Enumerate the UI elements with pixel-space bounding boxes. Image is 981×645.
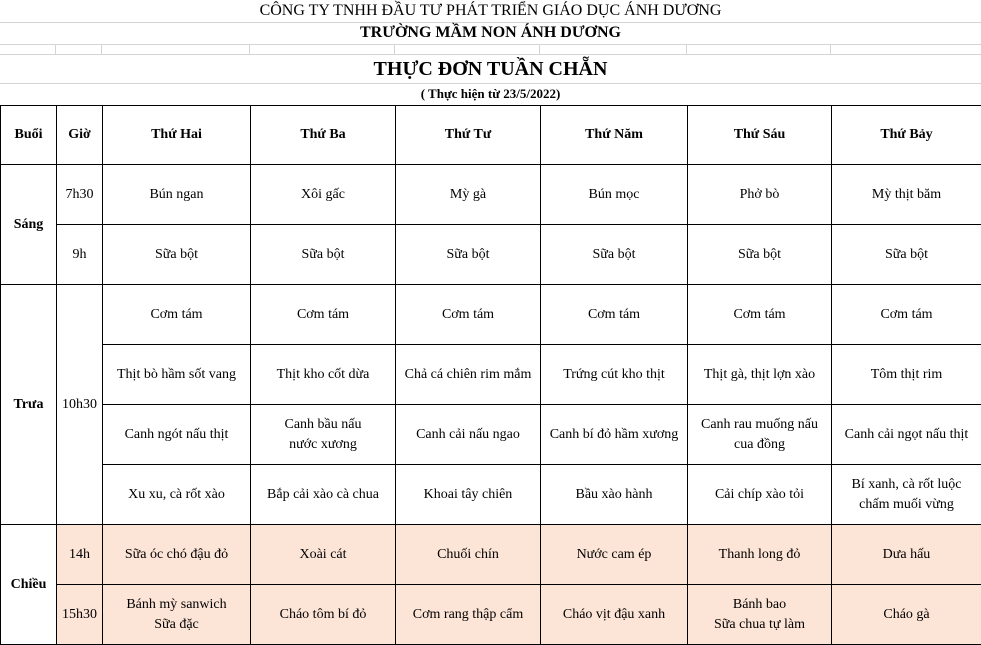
menu-cell: Sữa óc chó đậu đỏ: [103, 525, 251, 585]
menu-cell: Nước cam ép: [541, 525, 688, 585]
time-cell: 14h: [57, 525, 103, 585]
menu-cell: Cơm tám: [832, 285, 981, 345]
menu-cell: Canh cải nấu ngao: [396, 405, 541, 465]
menu-cell: Chả cá chiên rim mắm: [396, 345, 541, 405]
menu-title: THỰC ĐƠN TUẦN CHẴN: [373, 58, 608, 80]
menu-cell: Cháo tôm bí đỏ: [251, 585, 396, 645]
column-header-tuesday: Thứ Ba: [251, 106, 396, 165]
menu-cell: Thịt kho cốt dừa: [251, 345, 396, 405]
table-row: [1, 465, 981, 525]
column-header-saturday: Thứ Bảy: [832, 106, 981, 165]
menu-cell: Sữa bột: [832, 225, 981, 285]
session-morning: Sáng: [1, 165, 57, 285]
menu-cell: Sữa bột: [396, 225, 541, 285]
menu-cell: Trứng cút kho thịt: [541, 345, 688, 405]
weekly-menu-table: [0, 105, 981, 645]
table-row: [1, 525, 981, 585]
table-row: [1, 405, 981, 465]
table-row: [1, 165, 981, 225]
menu-subtitle: ( Thực hiện từ 23/5/2022): [420, 86, 561, 101]
menu-cell: Canh rau muống nấu cua đồng: [688, 405, 832, 465]
table-row: [1, 225, 981, 285]
menu-cell: Tôm thịt rim: [832, 345, 981, 405]
menu-cell: Phở bò: [688, 165, 832, 225]
menu-cell: Sữa bột: [251, 225, 396, 285]
time-cell: 15h30: [57, 585, 103, 645]
school-name: TRƯỜNG MẦM NON ÁNH DƯƠNG: [359, 24, 621, 41]
column-header-wednesday: Thứ Tư: [396, 106, 541, 165]
menu-cell: Canh bí đỏ hầm xương: [541, 405, 688, 465]
menu-cell: Mỳ gà: [396, 165, 541, 225]
session-afternoon: Chiều: [1, 525, 57, 645]
gridline: [55, 44, 56, 54]
column-header-time: Giờ: [57, 106, 103, 165]
table-row: [1, 285, 981, 345]
menu-cell: Cơm rang thập cẩm: [396, 585, 541, 645]
column-header-session: Buổi: [1, 106, 57, 165]
menu-cell: Cháo gà: [832, 585, 981, 645]
menu-cell: Xu xu, cà rốt xào: [103, 465, 251, 525]
menu-cell: Sữa bột: [688, 225, 832, 285]
menu-cell: Canh ngót nấu thịt: [103, 405, 251, 465]
time-cell: 10h30: [57, 285, 103, 525]
table-row: [1, 345, 981, 405]
menu-cell: Thịt bò hầm sốt vang: [103, 345, 251, 405]
table-row: [1, 585, 981, 645]
menu-cell: Bánh bao Sữa chua tự làm: [688, 585, 832, 645]
menu-cell: Bún ngan: [103, 165, 251, 225]
menu-cell: Cải chíp xào tỏi: [688, 465, 832, 525]
table-header-row: [1, 106, 981, 165]
gridline: [539, 44, 540, 54]
column-header-thursday: Thứ Năm: [541, 106, 688, 165]
menu-cell: Cơm tám: [396, 285, 541, 345]
menu-cell: Bún mọc: [541, 165, 688, 225]
menu-cell: Xoài cát: [251, 525, 396, 585]
menu-cell: Cơm tám: [541, 285, 688, 345]
menu-cell: Cơm tám: [251, 285, 396, 345]
time-cell: 9h: [57, 225, 103, 285]
gridline: [249, 44, 250, 54]
menu-cell: Canh cải ngọt nấu thịt: [832, 405, 981, 465]
gridline: [101, 44, 102, 54]
menu-cell: Sữa bột: [103, 225, 251, 285]
menu-cell: Sữa bột: [541, 225, 688, 285]
menu-cell: Chuối chín: [396, 525, 541, 585]
time-cell: 7h30: [57, 165, 103, 225]
menu-cell: Cơm tám: [688, 285, 832, 345]
gridline: [394, 44, 395, 54]
menu-cell: Bắp cải xào cà chua: [251, 465, 396, 525]
column-header-friday: Thứ Sáu: [688, 106, 832, 165]
menu-cell: Thanh long đỏ: [688, 525, 832, 585]
menu-cell: Bánh mỳ sanwich Sữa đặc: [103, 585, 251, 645]
menu-cell: Bầu xào hành: [541, 465, 688, 525]
gridline: [830, 44, 831, 54]
gridline: [0, 44, 981, 45]
session-noon: Trưa: [1, 285, 57, 525]
gridline: [686, 44, 687, 54]
menu-cell: Bí xanh, cà rốt luộc chấm muối vừng: [832, 465, 981, 525]
menu-cell: Khoai tây chiên: [396, 465, 541, 525]
menu-cell: Cháo vịt đậu xanh: [541, 585, 688, 645]
menu-cell: Cơm tám: [103, 285, 251, 345]
menu-cell: Thịt gà, thịt lợn xào: [688, 345, 832, 405]
company-name: CÔNG TY TNHH ĐẦU TƯ PHÁT TRIỂN GIÁO DỤC ÁNH DƯƠNG: [259, 2, 722, 19]
menu-cell: Canh bầu nấu nước xương: [251, 405, 396, 465]
menu-cell: Mỳ thịt băm: [832, 165, 981, 225]
menu-cell: Dưa hấu: [832, 525, 981, 585]
menu-cell: Xôi gấc: [251, 165, 396, 225]
column-header-monday: Thứ Hai: [103, 106, 251, 165]
